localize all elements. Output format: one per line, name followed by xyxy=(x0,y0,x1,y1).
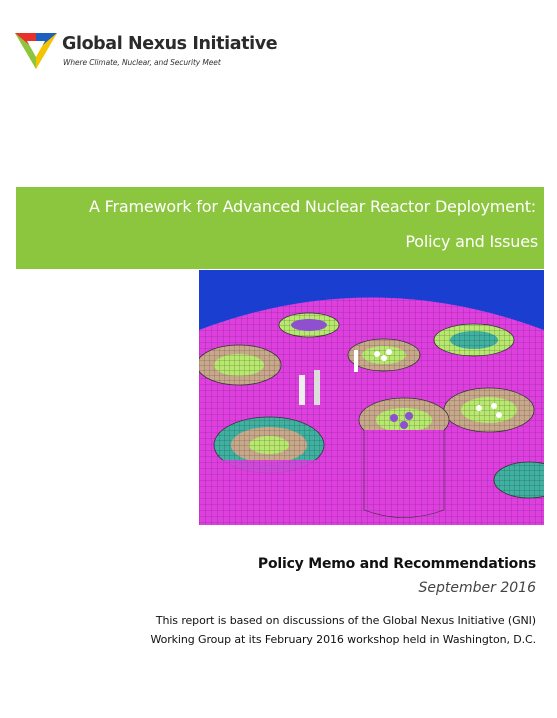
report-title-line1: A Framework for Advanced Nuclear Reactor Deployment: xyxy=(89,197,536,216)
memo-date: September 2016 xyxy=(418,580,536,596)
title-banner xyxy=(16,187,544,269)
memo-description-line2: Working Group at its February 2016 workshop held in Washington, D.C. xyxy=(150,633,536,646)
memo-description-line1: This report is based on discussions of the Global Nexus Initiative (GNI) xyxy=(155,614,536,627)
memo-description xyxy=(150,611,536,649)
reactor-core-mesh-image xyxy=(199,270,544,525)
org-name: Global Nexus Initiative xyxy=(62,34,278,54)
report-title-line2: Policy and Issues xyxy=(405,232,538,251)
tricolor-triangle-logo-icon xyxy=(13,27,59,71)
memo-title: Policy Memo and Recommendations xyxy=(257,556,536,572)
org-tagline: Where Climate, Nuclear, and Security Meet xyxy=(63,58,221,67)
